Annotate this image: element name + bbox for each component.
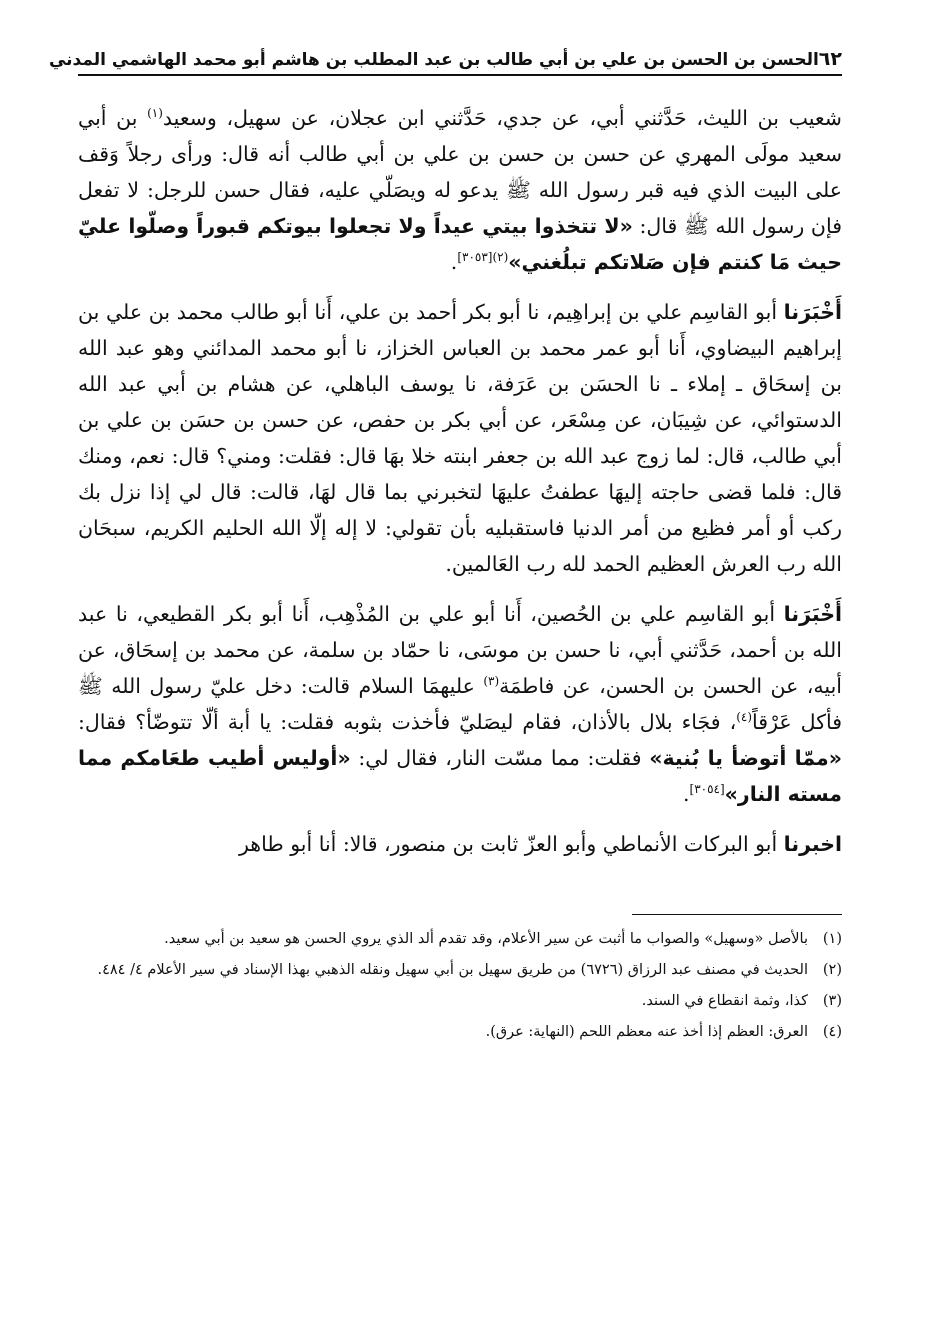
paragraph-1 bbox=[78, 100, 842, 280]
footnote-text: العرق: العظم إذا أخذ عنه معظم اللحم (النهاية: عرق). bbox=[485, 1024, 808, 1040]
hadith-quote-3: «أوليس أطيب طعَامكم مما مسته النار» bbox=[78, 746, 842, 806]
running-header bbox=[48, 48, 842, 76]
paragraph-3-lead: أَخْبَرَنا bbox=[783, 602, 842, 626]
paragraph-4-text: أبو البركات الأنماطي وأبو العزّ ثابت بن منصور، قالا: أنا أبو طاهر bbox=[239, 832, 784, 856]
running-title: الحسن بن الحسن بن علي بن أبي طالب بن عبد المطلب بن هاشم أبو محمد الهاشمي المدني bbox=[48, 50, 819, 70]
paragraph-2-lead: أَخْبَرَنا bbox=[783, 300, 842, 324]
footnote-text: الحديث في مصنف عبد الرزاق (٦٧٢٦) من طريق سهيل بن أبي سهيل ونقله الذهبي بهذا الإسناد في سير الأعلام ٤/ ٤٨٤. bbox=[97, 962, 808, 978]
paragraph-4 bbox=[78, 826, 842, 862]
paragraph-1-end: . bbox=[450, 250, 458, 274]
footnote-ref-4[interactable]: (٤) bbox=[736, 710, 753, 725]
paragraph-3-text-c: ، فجَاء بلال بالأذان، فقام ليصَليّ فأخذت بثوبه فقلت: يا أبة ألّا تتوضّأ؟ فقال: bbox=[78, 710, 737, 734]
paragraph-3-text-a: أبو القاسِم علي بن الحُصين، أَنا أبو علي بن المُذْهِب، أَنا أبو بكر القطيعي، نا عبد الله بن أحمد، حَدَّثني أبي، نا حسن بن موسَى، نا حمّاد بن سلمة، عن محمد بن إسحَاق، عن أبيه، عن الحسن بن الحسن، عن فاطمَة bbox=[78, 602, 843, 698]
footnote-4 bbox=[78, 1020, 842, 1045]
footnote-number: (٤) bbox=[822, 1024, 842, 1040]
hadith-quote-1: «لا تتخذوا بيتي عيداً ولا تجعلوا بيوتكم قبوراً وصلّوا عليّ حيث مَا كنتم فإن صَلاتكم تبلُغني» bbox=[78, 214, 842, 274]
footnote-text: بالأصل «وسهيل» والصواب ما أثبت عن سير الأعلام، وقد تقدم ألد الذي يروي الحسن هو سعيد بن أبي سعيد. bbox=[164, 931, 808, 947]
book-page bbox=[48, 48, 843, 1051]
paragraph-2 bbox=[78, 294, 842, 582]
footnote-text: كذا، وثمة انقطاع في السند. bbox=[641, 993, 808, 1009]
footnote-number: (٣) bbox=[822, 993, 842, 1009]
hadith-number-ref[interactable]: [٣٠٥٤] bbox=[689, 782, 725, 797]
footnote-number: (٢) bbox=[822, 962, 842, 978]
paragraph-4-lead: اخبرنا bbox=[783, 832, 842, 856]
footnote-ref-1[interactable]: (١) bbox=[147, 106, 163, 121]
paragraph-3-end: . bbox=[682, 782, 690, 806]
footnote-separator bbox=[632, 914, 842, 915]
footnote-1 bbox=[78, 927, 842, 952]
paragraph-1-text-b: بن أبي سعيد مولَى المهري عن حسن بن حسن بن علي بن أبي طالب أنه قال: ورأى رجلاً وَقف على البيت الذي فيه قبر رسول الله ﷺ يدعو له ويصَلّي عليه، فقال حسن للرجل: لا تفعل فإن رسول الله ﷺ قال: bbox=[78, 106, 842, 238]
footnotes bbox=[78, 927, 842, 1045]
footnote-3 bbox=[78, 989, 842, 1014]
footnote-2 bbox=[78, 958, 842, 983]
paragraph-3 bbox=[78, 596, 842, 812]
paragraph-3-text-b: عليهمَا السلام قالت: دخل عليّ رسول الله ﷺ فأكل عَرْقاً bbox=[78, 674, 842, 734]
footnote-ref-2[interactable]: (٢)[٣٠٥٣] bbox=[457, 250, 509, 265]
hadith-quote-2: «ممّا أتوضأ يا بُنية» bbox=[649, 746, 842, 770]
footnote-ref-3[interactable]: (٣) bbox=[483, 674, 500, 689]
paragraph-2-text: أبو القاسِم علي بن إبراهِيم، نا أبو بكر أحمد بن علي، أَنا أبو طالب محمد بن علي بن إبراهيم البيضاوي، أَنا أبو عمر محمد بن العباس الخزاز، نا أبو محمد المدائني وهو عبد الله بن إسحَاق ـ إملاء ـ نا الحسَن بن عَرَفة، نا يوسف الباهلي، عن هشام بن أبي عبد الله الدستوائي، عن شِيبَان، عن مِسْعَر، عن أبي بكر بن حفص، عن حسن بن حسَن بن علي بن أبي طالب، قال: لما زوج عبد الله بن جعفر ابنته خلا بهَا قال: فقلت: ومني؟ قال: نعم، ومنك قال: فلما قضى حاجته إليهَا عطفتُ عليهَا لتخبرني بما قال لهَا، قالت: قال لي إذا نزل بك ركب أو أمر فظيع من أمر الدنيا فاستقبليه بأن تقولي: لا إله إلّا الله الحليم الكريم، سبحَان الله رب العرش العظيم الحمد لله رب العَالمين. bbox=[78, 300, 842, 576]
paragraph-1-text-a: شعيب بن الليث، حَدَّثني أبي، عن جدي، حَدَّثني ابن عجلان، عن سهيل، وسعيد bbox=[162, 106, 842, 130]
page-number: ٦٢ bbox=[818, 48, 842, 70]
paragraph-3-text-d: فقلت: مما مسّت النار، فقال لي: bbox=[350, 746, 650, 770]
footnote-number: (١) bbox=[822, 931, 842, 947]
